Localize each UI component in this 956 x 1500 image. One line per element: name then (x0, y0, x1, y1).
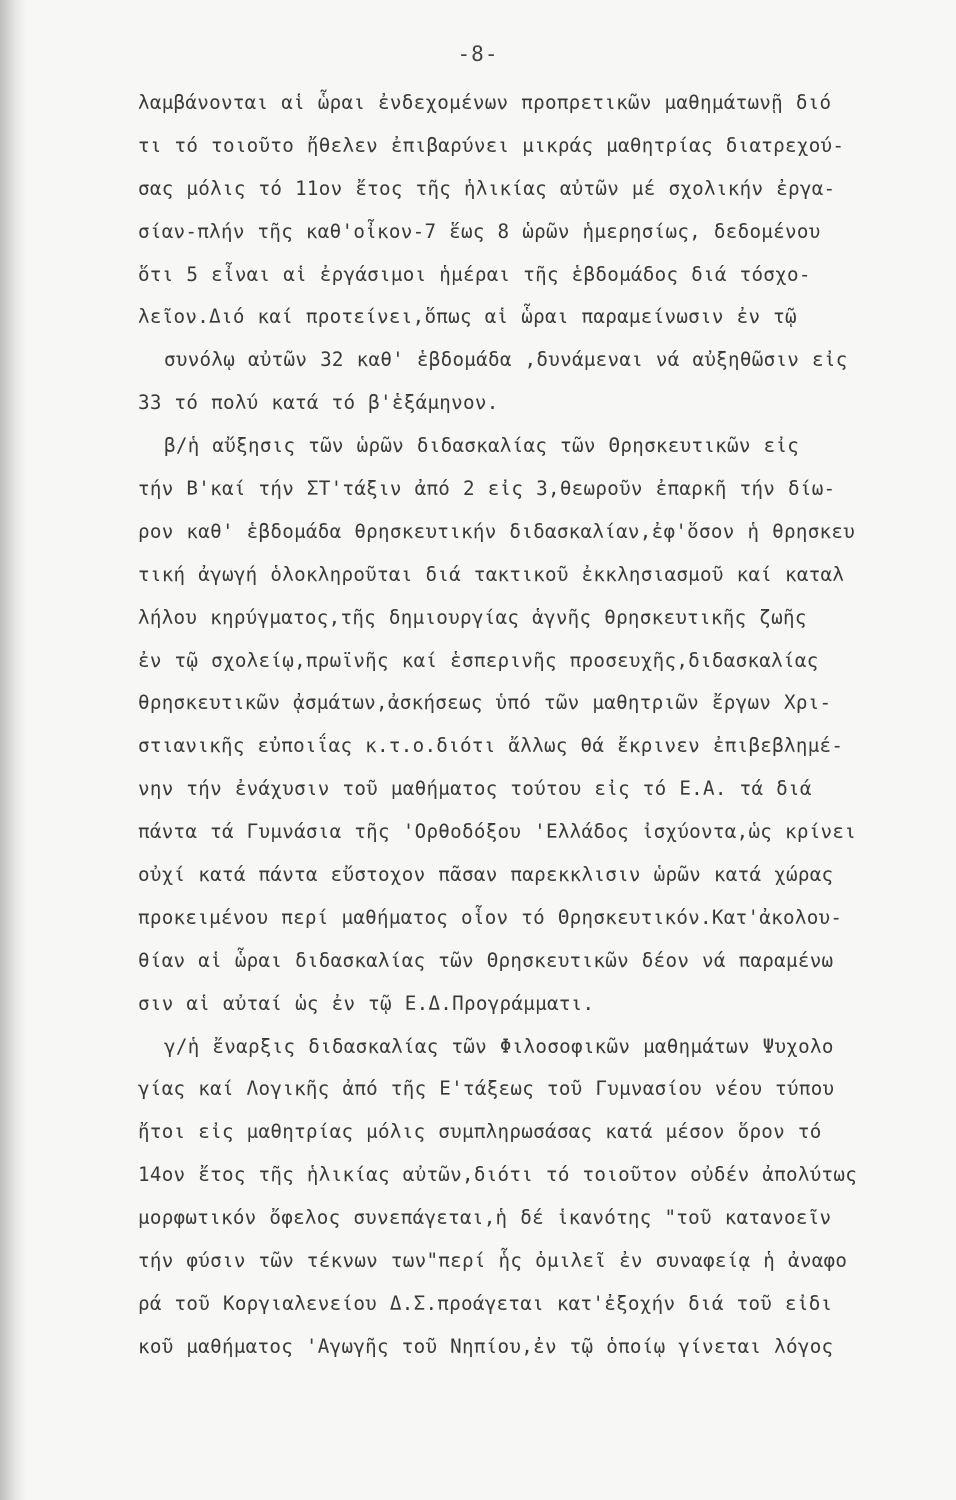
text-line: β/ἡ αὔξησις τῶν ὡρῶν διδασκαλίας τῶν Θρησκευτικῶν εἰς (164, 434, 800, 458)
text-line: στιανικῆς εὐποιΐας κ.τ.ο.διότι ἄλλως θά ἔκρινεν ἐπιβεβλημέ- (138, 734, 844, 758)
text-line: ἐν τῷ σχολείῳ,πρωϊνῆς καί ἑσπερινῆς προσευχῆς,διδασκαλίας (138, 648, 819, 672)
text-line: τήν φύσιν τῶν τέκνων των"περί ἧς ὁμιλεῖ ἐν συναφείᾳ ἡ ἀναφο (138, 1249, 848, 1273)
text-line: λήλου κηρύγματος,τῆς δημιουργίας ἁγνῆς θρησκευτικῆς ζωῆς (138, 605, 807, 629)
text-line: 33 τό πολύ κατά τό β'ἑξάμηνον. (138, 391, 499, 415)
text-line: 14ον ἔτος τῆς ἡλικίας αὐτῶν,διότι τό τοιοῦτον οὐδέν ἀπολύτως (138, 1163, 858, 1187)
text-line: σίαν-πλήν τῆς καθ'οἶκον-7 ἕως 8 ὡρῶν ἡμερησίως, δεδομένου (138, 219, 821, 243)
text-line: ρον καθ' ἑβδομάδα θρησκευτικήν διδασκαλίαν,ἐφ'ὅσον ἡ θρησκευ (138, 519, 856, 543)
text-line: λαμβάνονται αἱ ὧραι ἐνδεχομένων προπρετικῶν μαθημάτωνῇ διό (138, 91, 832, 114)
text-line: νην τήν ἐνάχυσιν τοῦ μαθήματος τούτου εἰς τό Ε.Α. τά διά (138, 777, 812, 801)
text-line: θρησκευτικῶν ᾀσμάτων,ἀσκήσεως ὑπό τῶν μαθητριῶν ἔργων Χρι- (138, 691, 832, 715)
text-line: θίαν αἱ ὧραι διδασκαλίας τῶν Θρησκευτικῶν δέον νά παραμένω (138, 948, 834, 972)
text-line: συνόλῳ αὐτῶν 32 καθ' ἑβδομάδα ,δυνάμεναι νά αὐξηθῶσιν εἰς (164, 348, 848, 372)
text-line: ἤτοι εἰς μαθητρίας μόλις συμπληρωσάσας κατά μέσον ὅρον τό (138, 1120, 822, 1144)
text-line: τήν Β'καί τήν ΣΤ'τάξιν ἀπό 2 εἰς 3,θεωροῦν ἐπαρκῆ τήν δίω- (138, 477, 836, 501)
page-number: -8- (457, 42, 499, 66)
text-line: τική ἀγωγή ὁλοκληροῦται διά τακτικοῦ ἐκκλησιασμοῦ καί καταλ (138, 562, 845, 586)
text-line: ρά τοῦ Κοργιαλενείου Δ.Σ.προάγεται κατ'ἐξοχήν διά τοῦ εἰδι (138, 1291, 833, 1315)
text-line: κοῦ μαθήματος 'Αγωγῆς τοῦ Νηπίου,ἐν τῷ ὁποίῳ γίνεται λόγος (138, 1334, 834, 1358)
text-line: σιν αἱ αὐταί ὡς ἐν τῷ Ε.Δ.Προγράμματι. (138, 991, 595, 1015)
text-line: γίας καί Λογικῆς ἀπό τῆς Ε'τάξεως τοῦ Γυμνασίου νέου τύπου (138, 1077, 835, 1101)
text-line: λεῖον.Διό καί προτείνει,ὅπως αἱ ὧραι παραμείνωσιν ἐν τῷ (138, 305, 797, 329)
text-line: τι τό τοιοῦτο ἤθελεν ἐπιβαρύνει μικράς μαθητρίας διατρεχού- (138, 133, 845, 157)
text-line: μορφωτικόν ὄφελος συνεπάγεται,ἡ δέ ἱκανότης "τοῦ κατανοεῖν (138, 1206, 832, 1230)
text-line: γ/ἡ ἔναρξις διδασκαλίας τῶν Φιλοσοφικῶν μαθημάτων Ψυχολο (164, 1034, 834, 1058)
text-line: σας μόλις τό 11ον ἔτος τῆς ἡλικίας αὐτῶν μέ σχολικήν ἐργα- (138, 176, 836, 200)
typed-body-text (138, 82, 918, 1369)
text-line: προκειμένου περί μαθήματος οἷον τό Θρησκευτικόν.Κατ'ἀκολου- (138, 905, 843, 929)
text-line: οὐχί κατά πάντα εὔστοχον πᾶσαν παρεκκλισιν ὡρῶν κατά χώρας (138, 863, 834, 887)
text-line: πάντα τά Γυμνάσια τῆς 'Ορθοδόξου 'Ελλάδος ἰσχύοντα,ὡς κρίνει (138, 820, 857, 844)
text-line: ὅτι 5 εἶναι αἱ ἐργάσιμοι ἡμέραι τῆς ἑβδομάδος διά τόσχο- (138, 262, 811, 286)
